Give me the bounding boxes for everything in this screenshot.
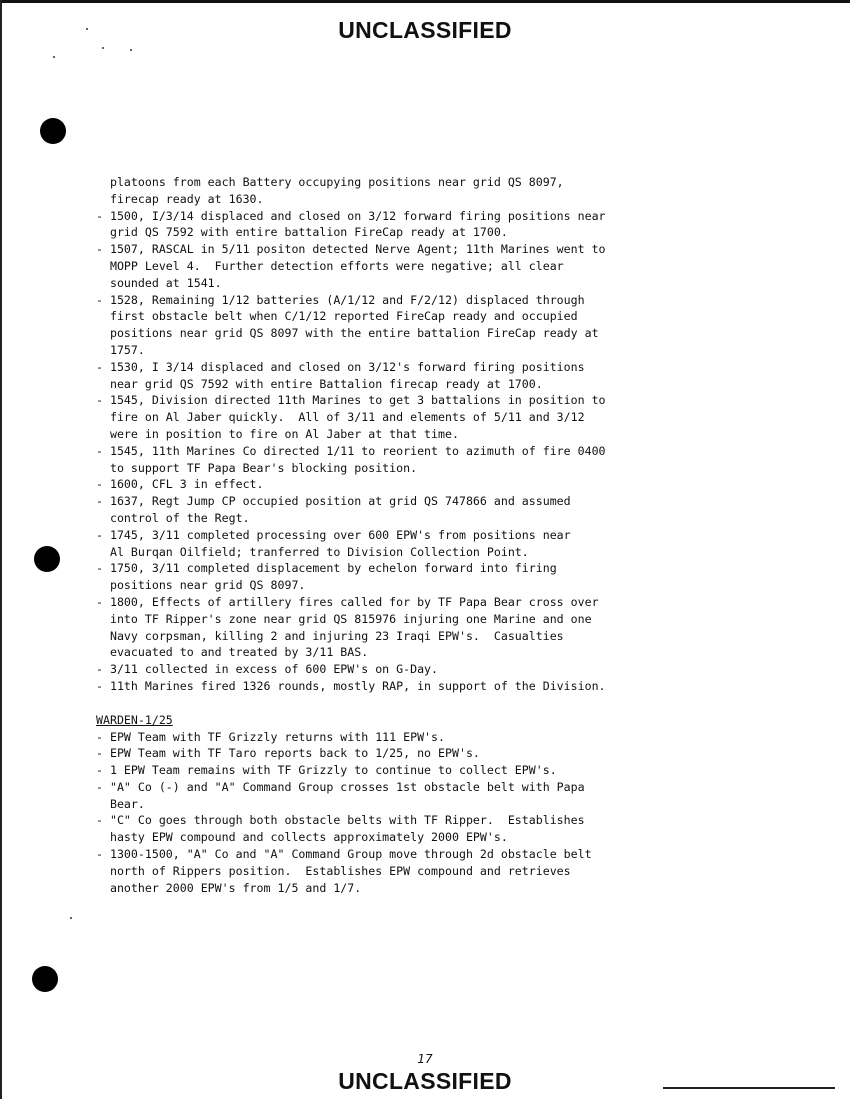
text-line: north of Rippers position. Establishes EPW compound and retrieves [96, 863, 571, 878]
scan-speck [130, 49, 132, 51]
text-line: another 2000 EPW's from 1/5 and 1/7. [96, 880, 362, 895]
text-line: into TF Ripper's zone near grid QS 815976 injuring one Marine and one [96, 611, 592, 626]
text-line: 1757. [96, 342, 145, 357]
text-line: - 1530, I 3/14 displaced and closed on 3/12's forward firing positions [96, 359, 585, 374]
text-line: evacuated to and treated by 3/11 BAS. [96, 645, 369, 660]
document-body [96, 174, 836, 896]
section-division-events [96, 174, 836, 695]
top-border-line [0, 0, 850, 3]
page-number: 17 [417, 1052, 433, 1066]
text-line: control of the Regt. [96, 510, 250, 525]
text-line: MOPP Level 4. Further detection efforts were negative; all clear [96, 258, 564, 273]
text-line: - 1 EPW Team remains with TF Grizzly to continue to collect EPW's. [96, 763, 557, 778]
punch-hole-middle [34, 546, 60, 572]
text-line: - 1545, Division directed 11th Marines to get 3 battalions in position to [96, 393, 606, 408]
text-line: - 1637, Regt Jump CP occupied position at grid QS 747866 and assumed [96, 494, 571, 509]
punch-hole-bottom [32, 966, 58, 992]
text-line: - 3/11 collected in excess of 600 EPW's on G-Day. [96, 662, 439, 677]
text-line: - 1528, Remaining 1/12 batteries (A/1/12 and F/2/12) displaced through [96, 292, 585, 307]
text-line: - 1300-1500, "A" Co and "A" Command Group move through 2d obstacle belt [96, 847, 592, 862]
text-line: - "A" Co (-) and "A" Command Group crosses 1st obstacle belt with Papa [96, 779, 585, 794]
text-line: - 1545, 11th Marines Co directed 1/11 to reorient to azimuth of fire 0400 [96, 443, 606, 458]
text-line: positions near grid QS 8097. [96, 578, 306, 593]
text-line: - "C" Co goes through both obstacle belts with TF Ripper. Establishes [96, 813, 585, 828]
scan-speck [70, 917, 72, 919]
text-line: - 1500, I/3/14 displaced and closed on 3/12 forward firing positions near [96, 208, 606, 223]
section-warden-events [96, 729, 836, 897]
text-line: positions near grid QS 8097 with the entire battalion FireCap ready at [96, 326, 599, 341]
left-border-line [0, 0, 2, 1099]
text-line: - 11th Marines fired 1326 rounds, mostly RAP, in support of the Division. [96, 678, 606, 693]
text-line: - EPW Team with TF Grizzly returns with 111 EPW's. [96, 729, 446, 744]
classification-footer: UNCLASSIFIED [338, 1068, 512, 1094]
text-line: Al Burqan Oilfield; tranferred to Division Collection Point. [96, 544, 529, 559]
text-line: were in position to fire on Al Jaber at that time. [96, 426, 459, 441]
punch-hole-top [40, 118, 66, 144]
footer-rule [663, 1087, 835, 1089]
text-line: firecap ready at 1630. [96, 191, 264, 206]
text-line: to support TF Papa Bear's blocking position. [96, 460, 418, 475]
text-line: first obstacle belt when C/1/12 reported FireCap ready and occupied [96, 309, 578, 324]
text-line: grid QS 7592 with entire battalion FireCap ready at 1700. [96, 225, 508, 240]
text-line: hasty EPW compound and collects approximately 2000 EPW's. [96, 830, 508, 845]
text-line: fire on Al Jaber quickly. All of 3/11 and elements of 5/11 and 3/12 [96, 410, 585, 425]
scan-speck [53, 56, 55, 58]
text-line: - 1800, Effects of artillery fires called for by TF Papa Bear cross over [96, 594, 599, 609]
text-line: - 1507, RASCAL in 5/11 positon detected Nerve Agent; 11th Marines went to [96, 242, 606, 257]
text-line: Navy corpsman, killing 2 and injuring 23 Iraqi EPW's. Casualties [96, 628, 564, 643]
section-gap [96, 695, 836, 712]
text-line: - 1600, CFL 3 in effect. [96, 477, 264, 492]
scan-speck [102, 47, 104, 49]
section-heading-warden: WARDEN-1/25 [96, 712, 173, 727]
text-line: sounded at 1541. [96, 275, 222, 290]
text-line: - EPW Team with TF Taro reports back to 1/25, no EPW's. [96, 746, 480, 761]
text-line: - 1750, 3/11 completed displacement by echelon forward into firing [96, 561, 557, 576]
classification-header: UNCLASSIFIED [338, 17, 512, 43]
text-line: Bear. [96, 796, 145, 811]
text-line: - 1745, 3/11 completed processing over 600 EPW's from positions near [96, 527, 571, 542]
scan-speck [86, 28, 88, 30]
text-line: platoons from each Battery occupying positions near grid QS 8097, [96, 175, 564, 189]
text-line: near grid QS 7592 with entire Battalion firecap ready at 1700. [96, 376, 543, 391]
